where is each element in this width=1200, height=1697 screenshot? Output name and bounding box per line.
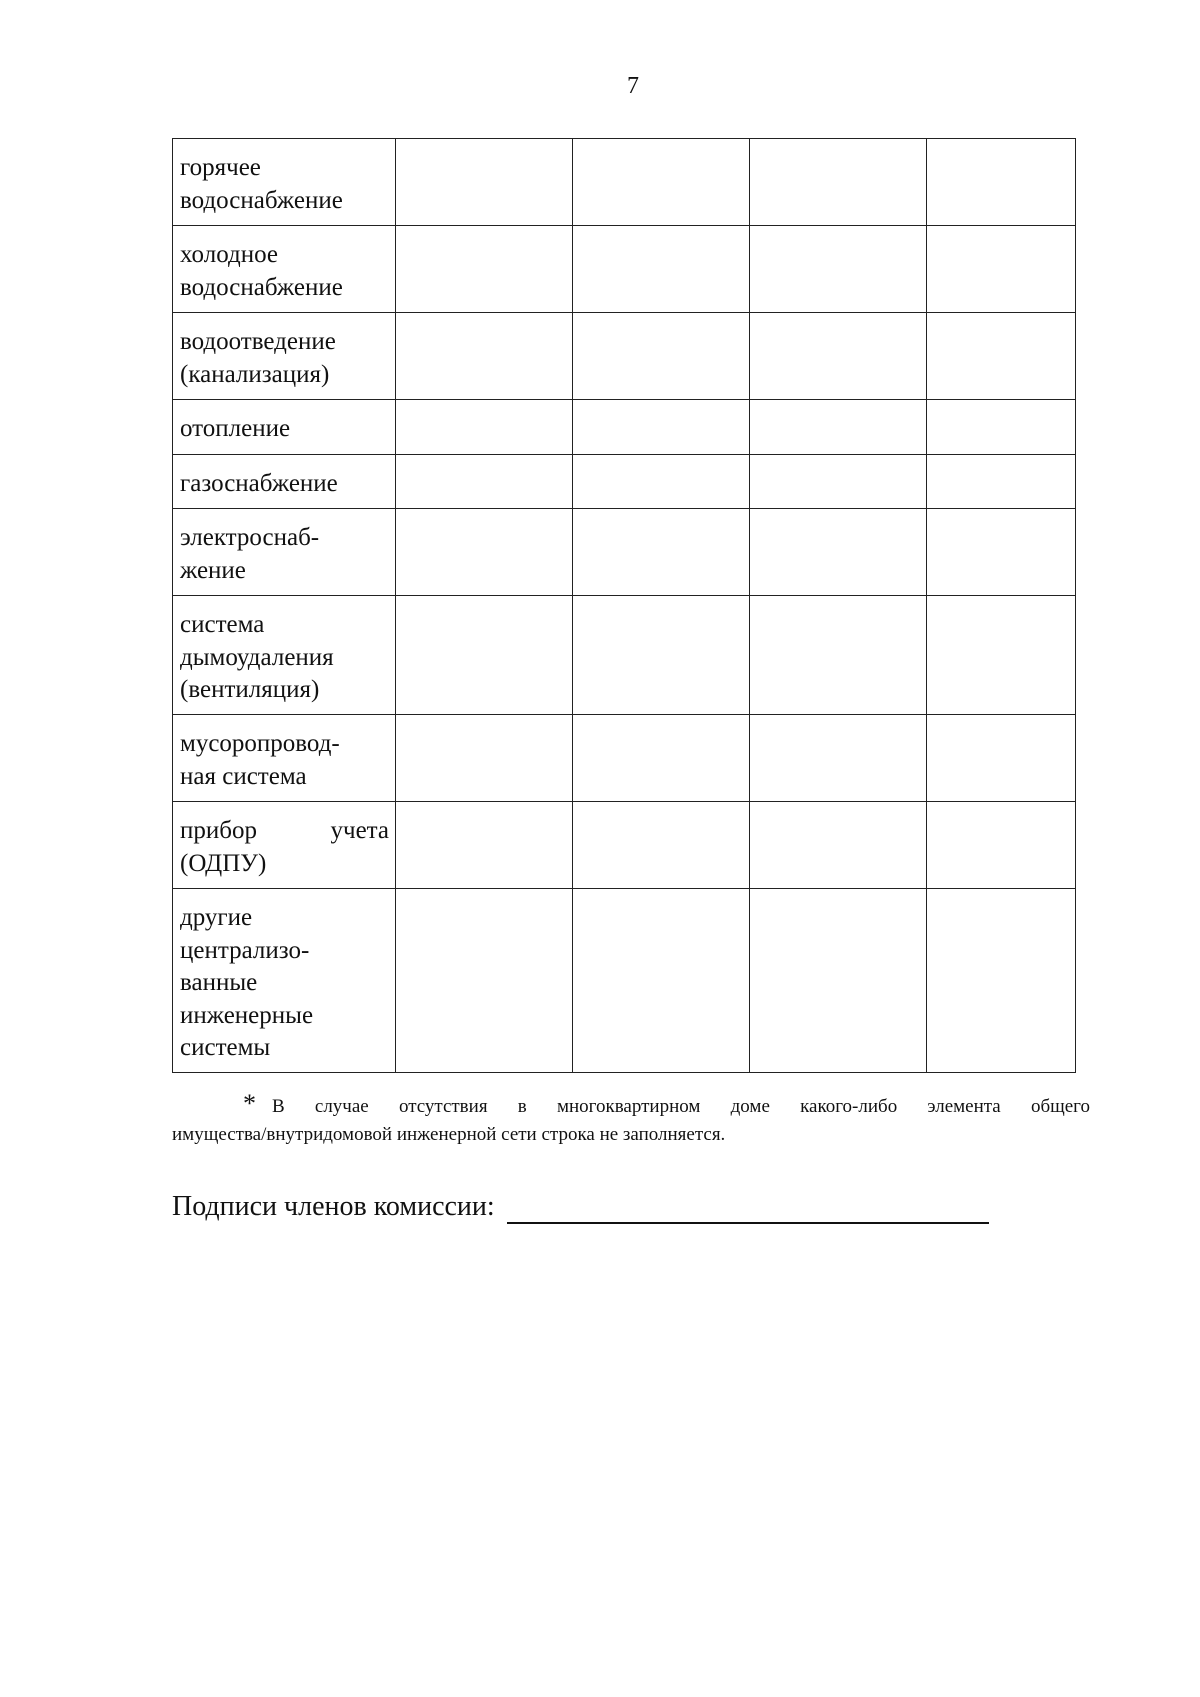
- table-cell[interactable]: [750, 400, 927, 455]
- row-label-line: газоснабжение: [180, 470, 338, 497]
- table-row: [173, 596, 1076, 715]
- row-label-line: другие: [180, 904, 253, 931]
- footnote-asterisk: *: [243, 1089, 256, 1118]
- row-label-line: (вентиляция): [180, 676, 320, 703]
- row-label-line: системы: [180, 1034, 271, 1061]
- table-cell[interactable]: [396, 226, 573, 313]
- table-cell[interactable]: [573, 400, 750, 455]
- table-row: [173, 715, 1076, 802]
- page-number: 7: [627, 73, 639, 99]
- table-cell[interactable]: [750, 455, 927, 509]
- table-cell[interactable]: [573, 802, 750, 889]
- footnote-text-line2: имущества/внутридомовой инженерной сети строка не заполняется.: [172, 1124, 726, 1145]
- row-label-line: водоснабжение: [180, 273, 343, 301]
- row-label: [173, 139, 396, 226]
- signature-blank-line[interactable]: [507, 1192, 989, 1224]
- table-row: [173, 400, 1076, 455]
- inspection-table: [172, 138, 1076, 1073]
- table-cell[interactable]: [927, 802, 1076, 889]
- footnote-line: [172, 1090, 1090, 1121]
- row-label-line: водоснабжение: [180, 186, 343, 214]
- table-cell[interactable]: [750, 226, 927, 313]
- table-cell[interactable]: [573, 226, 750, 313]
- footnote: [172, 1090, 1090, 1149]
- table-cell[interactable]: [927, 889, 1076, 1073]
- table-cell[interactable]: [396, 400, 573, 455]
- table-cell[interactable]: [573, 509, 750, 596]
- table-cell[interactable]: [927, 455, 1076, 509]
- row-label-line: мусоропровод-: [180, 730, 340, 757]
- row-label: [173, 313, 396, 400]
- table-cell[interactable]: [927, 509, 1076, 596]
- table-cell[interactable]: [396, 715, 573, 802]
- row-label: [173, 889, 396, 1073]
- table-cell[interactable]: [396, 455, 573, 509]
- table-cell[interactable]: [396, 139, 573, 226]
- row-label: [173, 596, 396, 715]
- row-label-line: горячее: [180, 154, 261, 181]
- table-cell[interactable]: [573, 455, 750, 509]
- table-cell[interactable]: [927, 596, 1076, 715]
- table-cell[interactable]: [573, 889, 750, 1073]
- signatures-label: Подписи членов комиссии:: [172, 1191, 495, 1222]
- row-label-line: система: [180, 611, 265, 638]
- table-cell[interactable]: [573, 313, 750, 400]
- table-row: [173, 226, 1076, 313]
- table-cell[interactable]: [573, 139, 750, 226]
- table-cell[interactable]: [573, 596, 750, 715]
- row-label-line: ванные: [180, 969, 258, 996]
- table-cell[interactable]: [750, 802, 927, 889]
- row-label-word: учета: [330, 817, 389, 844]
- row-label-line: электроснаб-: [180, 524, 320, 551]
- row-label-word: прибор: [180, 817, 257, 844]
- table-row: [173, 455, 1076, 509]
- row-label-line: отопление: [180, 415, 291, 442]
- table-row: [173, 889, 1076, 1073]
- table-cell[interactable]: [396, 313, 573, 400]
- row-label-line: (ОДПУ): [180, 849, 267, 877]
- table-cell[interactable]: [750, 509, 927, 596]
- footnote-text-line1: В случае отсутствия в многоквартирном доме какого-либо элемента общего: [272, 1096, 1090, 1117]
- row-label: [173, 715, 396, 802]
- table-cell[interactable]: [927, 313, 1076, 400]
- row-label-line-justified: [180, 815, 389, 848]
- table-row: [173, 802, 1076, 889]
- table-row: [173, 139, 1076, 226]
- table-row: [173, 509, 1076, 596]
- table-cell[interactable]: [927, 139, 1076, 226]
- row-label-line: инженерные: [180, 1001, 314, 1029]
- table-cell[interactable]: [927, 226, 1076, 313]
- table-cell[interactable]: [927, 400, 1076, 455]
- row-label-line: жение: [180, 556, 246, 584]
- table-row: [173, 313, 1076, 400]
- table-cell[interactable]: [573, 715, 750, 802]
- table-cell[interactable]: [396, 509, 573, 596]
- row-label: [173, 226, 396, 313]
- row-label-line: водоотведение: [180, 328, 336, 355]
- table-cell[interactable]: [396, 596, 573, 715]
- row-label: [173, 455, 396, 509]
- table-cell[interactable]: [396, 802, 573, 889]
- table-cell[interactable]: [750, 889, 927, 1073]
- table-cell[interactable]: [750, 139, 927, 226]
- row-label-line: дымоудаления: [180, 643, 334, 671]
- row-label-line: централизо-: [180, 936, 310, 964]
- signatures-block: [172, 1190, 1052, 1224]
- row-label-line: (канализация): [180, 360, 330, 388]
- row-label: [173, 400, 396, 455]
- row-label: [173, 802, 396, 889]
- table-cell[interactable]: [927, 715, 1076, 802]
- table-cell[interactable]: [750, 596, 927, 715]
- row-label-line: ная система: [180, 762, 307, 790]
- table-cell[interactable]: [750, 715, 927, 802]
- table-cell[interactable]: [750, 313, 927, 400]
- row-label-line: холодное: [180, 241, 278, 268]
- row-label: [173, 509, 396, 596]
- table-cell[interactable]: [396, 889, 573, 1073]
